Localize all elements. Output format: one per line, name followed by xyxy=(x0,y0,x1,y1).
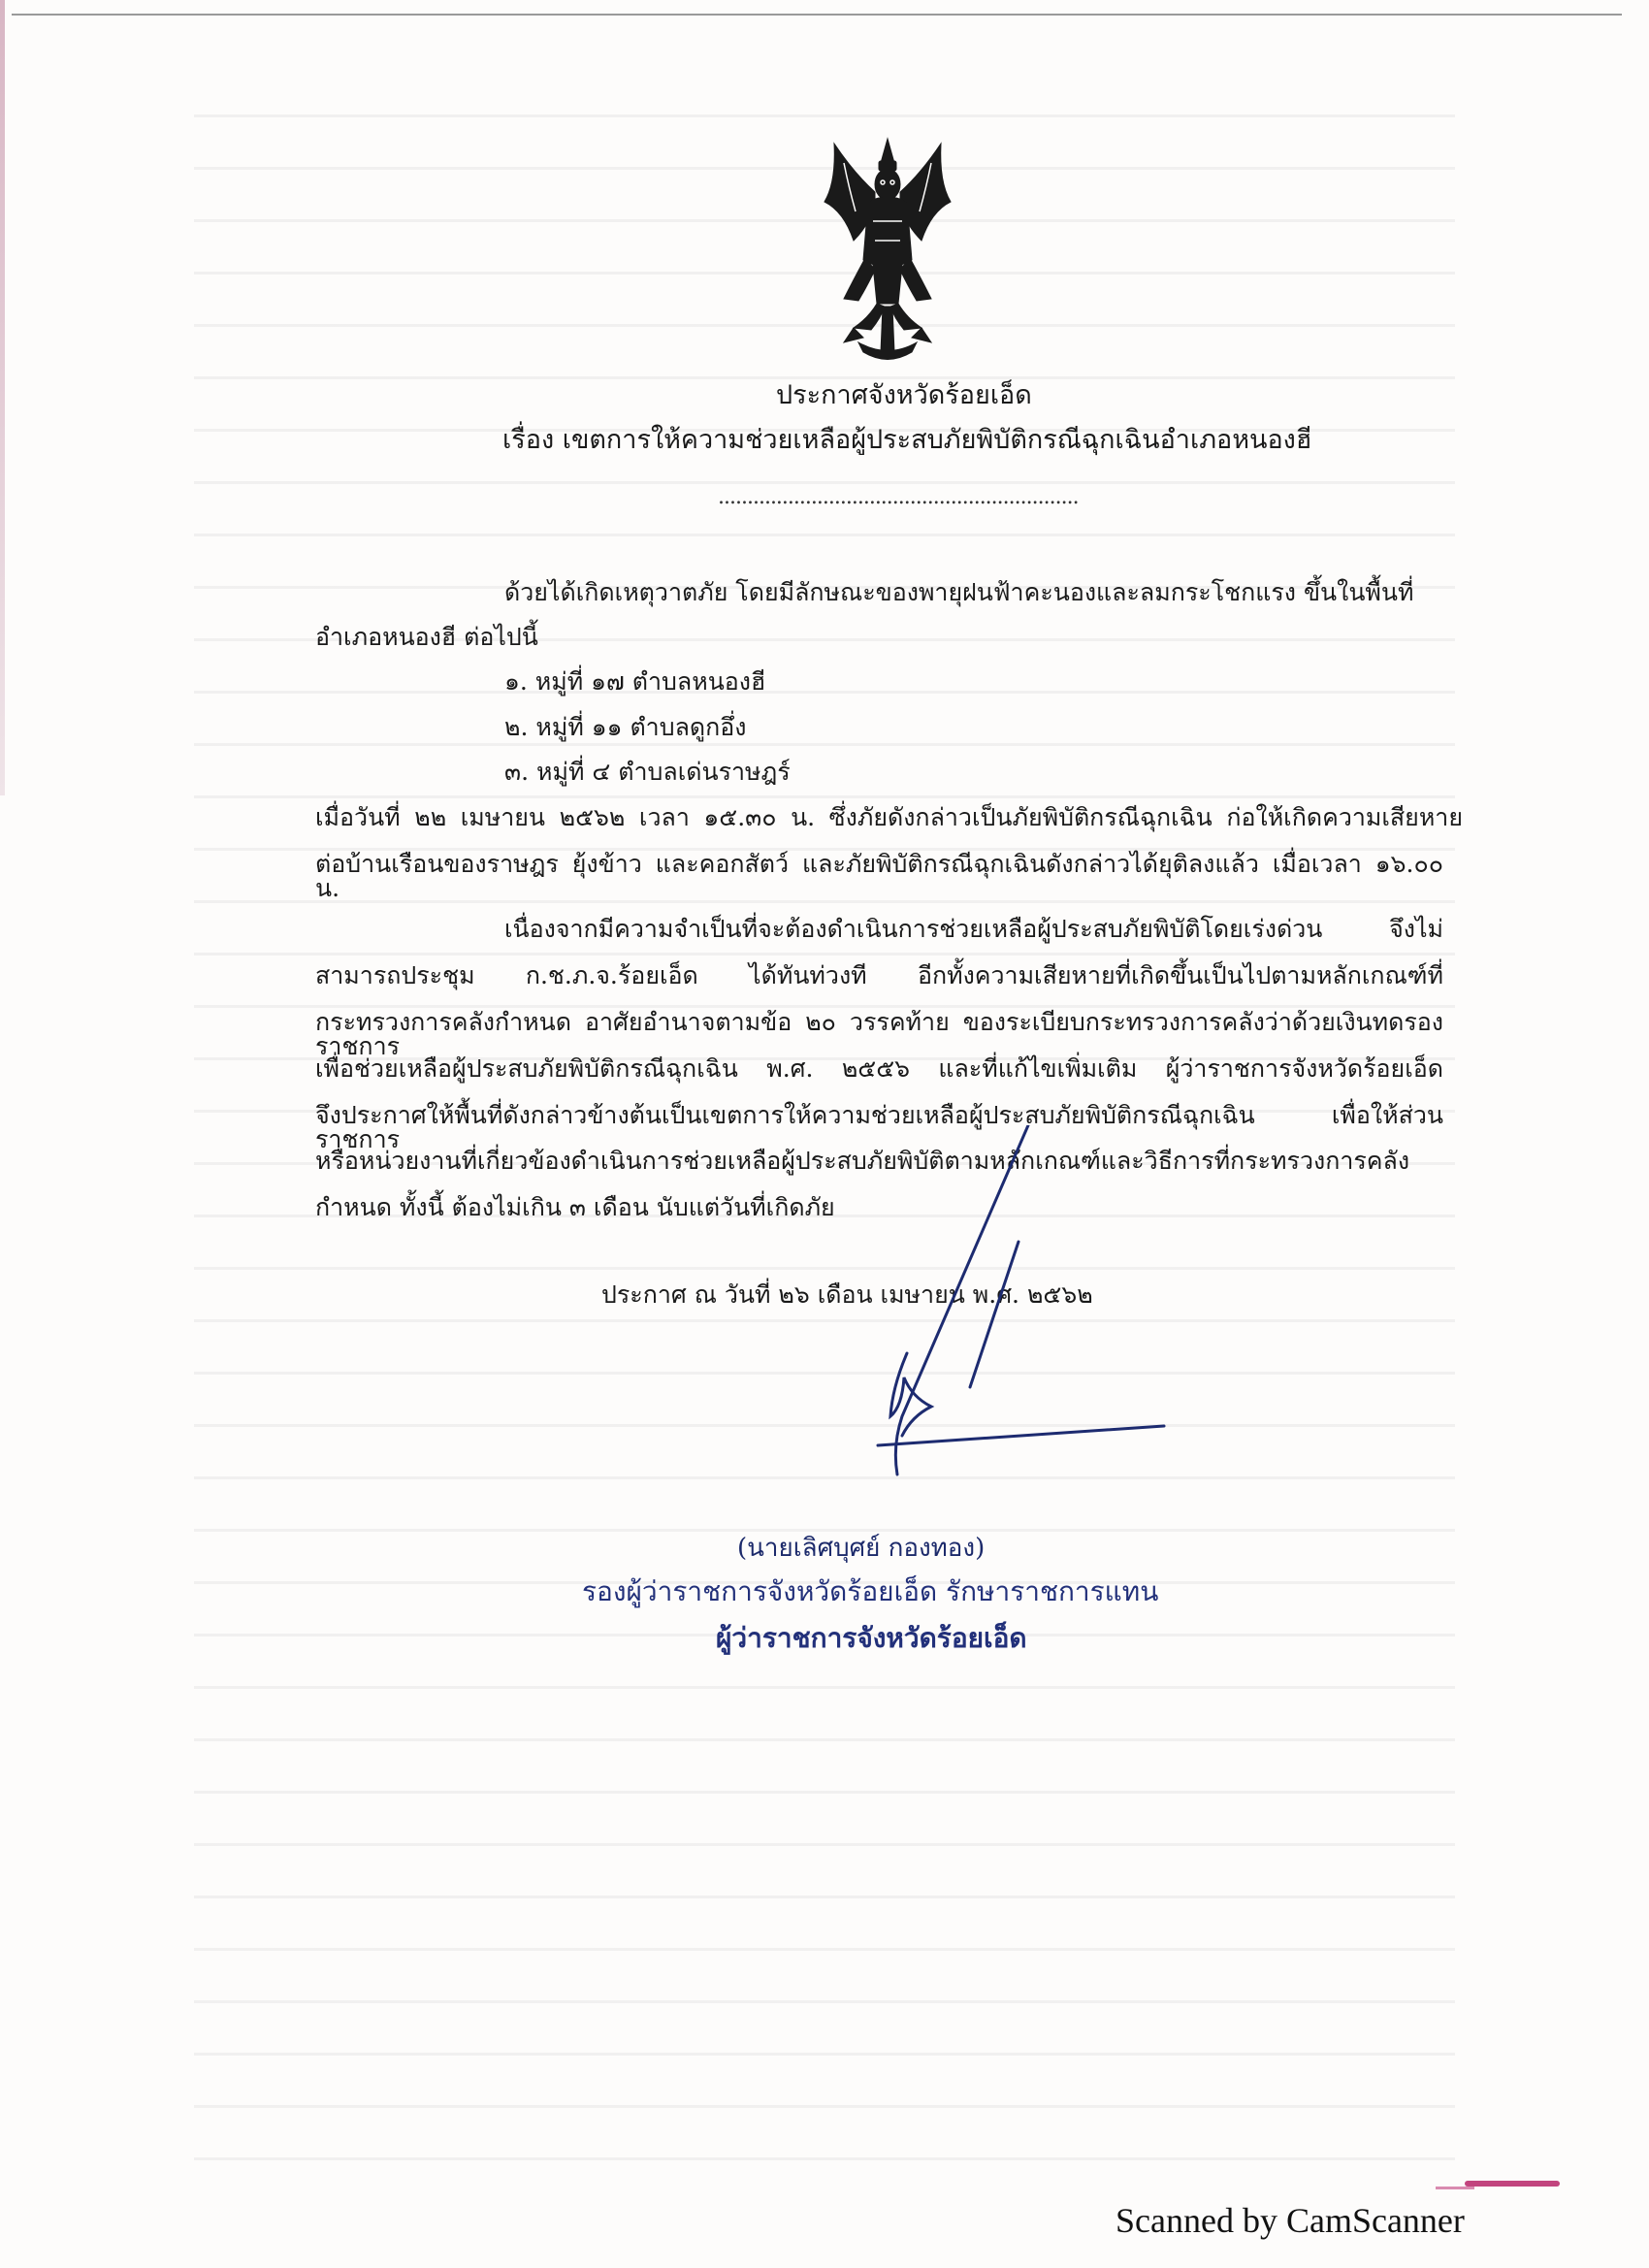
area-item-1: ๑. หมู่ที่ ๑๗ ตำบลหนองฮี xyxy=(504,667,766,696)
scan-top-edge xyxy=(12,14,1622,16)
paragraph-3-line-4: เพื่อช่วยเหลือผู้ประสบภัยพิบัติกรณีฉุกเฉิน พ.ศ. ๒๕๕๖ และที่แก้ไขเพิ่มเติม ผู้ว่าราชการจังหวัดร้อยเอ็ด xyxy=(315,1054,1443,1083)
signer-name: (นายเลิศบุศย์ กองทอง) xyxy=(737,1534,986,1563)
paragraph-2-line-2: ต่อบ้านเรือนของราษฎร ยุ้งข้าว และคอกสัตว์ และภัยพิบัติกรณีฉุกเฉินดังกล่าวได้ยุติลงแล้ว เมื่อเวลา ๑๖.๐๐ น. xyxy=(315,850,1443,902)
announcement-date: ประกาศ ณ วันที่ ๒๖ เดือน เมษายน พ.ศ. ๒๕๖๒ xyxy=(601,1280,1093,1309)
paragraph-2-line-1: เมื่อวันที่ ๒๒ เมษายน ๒๕๖๒ เวลา ๑๕.๓๐ น. ซึ่งภัยดังกล่าวเป็นภัยพิบัติกรณีฉุกเฉิน ก่อให้เกิดความเสียหาย xyxy=(315,803,1463,831)
paragraph-3-line-7: กำหนด ทั้งนี้ ต้องไม่เกิน ๓ เดือน นับแต่วันที่เกิดภัย xyxy=(315,1193,835,1221)
pink-ink-mark xyxy=(1465,2181,1560,2187)
paragraph-3-line-3: กระทรวงการคลังกำหนด อาศัยอำนาจตามข้อ ๒๐ วรรคท้าย ของระเบียบกระทรวงการคลังว่าด้วยเงินทดรองราชการ xyxy=(315,1008,1443,1060)
handwritten-signature xyxy=(824,1125,1174,1571)
pink-ink-trace xyxy=(1436,2187,1474,2189)
paragraph-1-line-1: ด้วยได้เกิดเหตุวาตภัย โดยมีลักษณะของพายุฝนฟ้าคะนองและลมกระโชกแรง ขึ้นในพื้นที่ xyxy=(504,578,1414,606)
camscanner-watermark: Scanned by CamScanner xyxy=(1116,2201,1465,2240)
separator-dots: .............................................................. xyxy=(718,485,1079,509)
paragraph-3-line-2: สามารถประชุม ก.ช.ภ.จ.ร้อยเอ็ด ได้ทันท่วงที อีกทั้งความเสียหายที่เกิดขึ้นเป็นไปตามหลักเกณฑ์ที่ xyxy=(315,961,1443,989)
paragraph-1-line-2: อำเภอหนองฮี ต่อไปนี้ xyxy=(315,623,538,651)
area-item-2: ๒. หมู่ที่ ๑๑ ตำบลดูกอึ่ง xyxy=(504,713,747,741)
area-item-3: ๓. หมู่ที่ ๔ ตำบลเด่นราษฎร์ xyxy=(504,758,791,786)
signer-position-line-1: รองผู้ว่าราชการจังหวัดร้อยเอ็ด รักษาราชการแทน xyxy=(582,1575,1159,1607)
paragraph-3-line-1: เนื่องจากมีความจำเป็นที่จะต้องดำเนินการช่วยเหลือผู้ประสบภัยพิบัติโดยเร่งด่วน จึงไม่ xyxy=(504,915,1443,943)
scan-left-edge xyxy=(0,0,5,795)
paragraph-3-line-5: จึงประกาศให้พื้นที่ดังกล่าวข้างต้นเป็นเขตการให้ความช่วยเหลือผู้ประสบภัยพิบัติกรณีฉุกเฉิน เพื่อให้ส่วนราชการ xyxy=(315,1101,1443,1153)
paragraph-3-line-6: หรือหน่วยงานที่เกี่ยวข้องดำเนินการช่วยเหลือผู้ประสบภัยพิบัติตามหลักเกณฑ์และวิธีการที่กระทรวงการคลัง xyxy=(315,1147,1410,1175)
document-title: ประกาศจังหวัดร้อยเอ็ด xyxy=(776,380,1032,410)
signer-position-line-2: ผู้ว่าราชการจังหวัดร้อยเอ็ด xyxy=(716,1622,1027,1654)
document-subject: เรื่อง เขตการให้ความช่วยเหลือผู้ประสบภัยพิบัติกรณีฉุกเฉินอำเภอหนองฮี xyxy=(502,425,1312,455)
garuda-emblem-icon xyxy=(815,134,960,367)
